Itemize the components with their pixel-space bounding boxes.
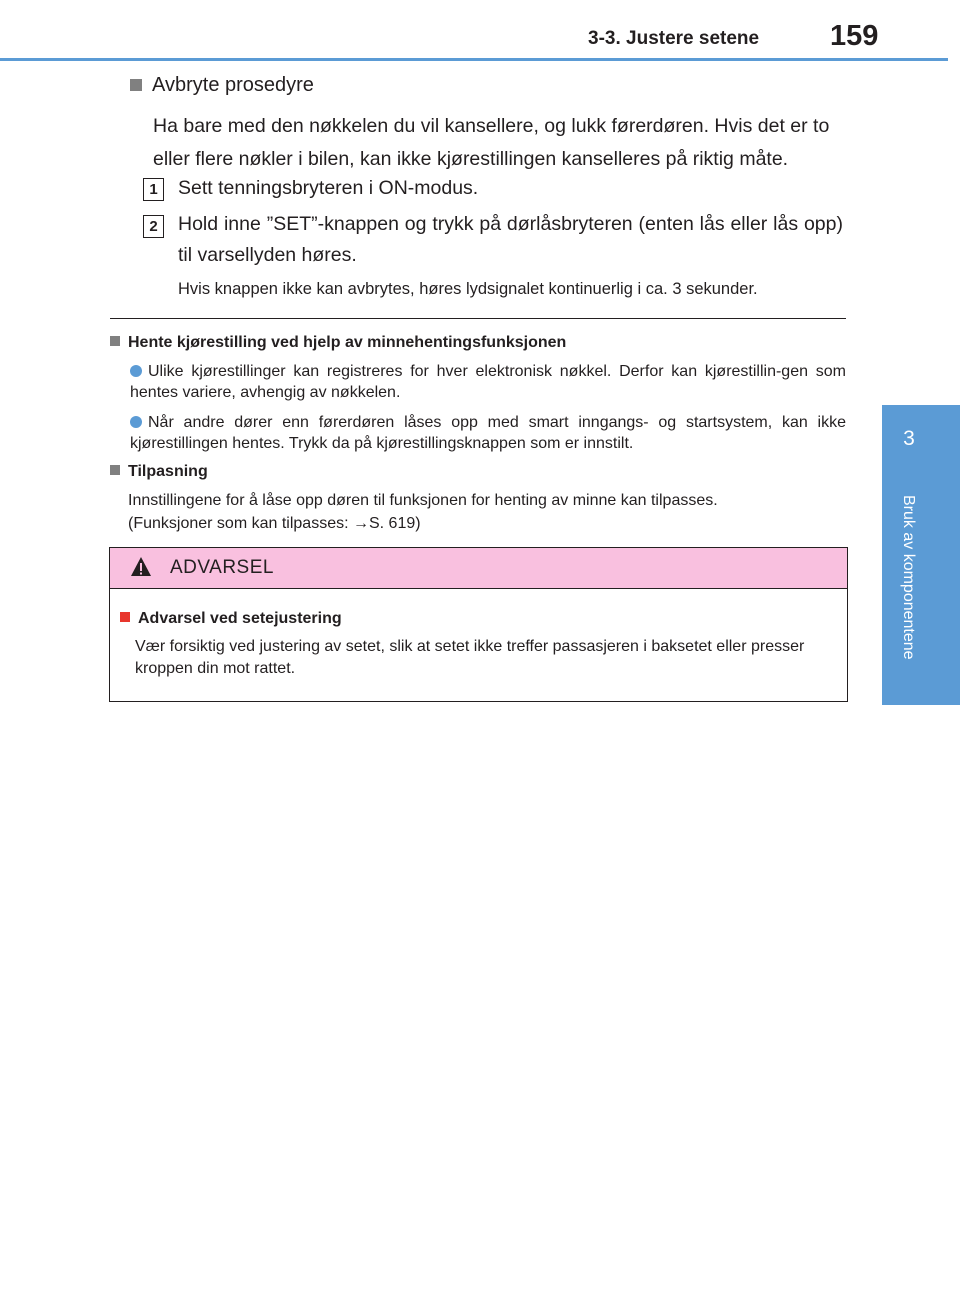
- step-note: Hvis knappen ikke kan avbrytes, høres lydsignalet kontinuerlig i ca. 3 sekunder.: [178, 280, 758, 298]
- square-bullet-icon: [130, 79, 142, 91]
- section-title: 3-3. Justere setene: [588, 28, 760, 49]
- warning-triangle-icon: [130, 556, 152, 578]
- chapter-tab: [882, 405, 960, 705]
- square-bullet-icon: [120, 612, 130, 622]
- section-divider: [110, 318, 846, 319]
- warning-subheading: Advarsel ved setejustering: [120, 610, 342, 628]
- cancel-intro: Ha bare med den nøkkelen du vil kansellere, og lukk førerdøren. Hvis det er to eller flere nøkler i bilen, kan ikke kjørestillingen kanselleres på riktig måte.: [153, 115, 830, 170]
- step-1-badge: 1: [143, 178, 164, 201]
- step-2-badge: 2: [143, 215, 164, 238]
- chapter-label: Bruk av komponentene: [900, 495, 917, 660]
- round-bullet-icon: [130, 416, 142, 428]
- custom-heading: Tilpasning: [110, 463, 208, 481]
- warning-label: ADVARSEL: [170, 557, 274, 578]
- square-bullet-icon: [110, 336, 120, 346]
- warning-box: [109, 547, 848, 702]
- custom-text-line-2: (Funksjoner som kan tilpasses: →S. 619): [128, 515, 421, 532]
- list-item: Ulike kjørestillinger kan registreres for hver elektronisk nøkkel. Derfor kan kjørestillin-gen som hentes variere, avhengig av nøkkelen.: [130, 363, 846, 401]
- chapter-number: 3: [903, 427, 915, 450]
- page-number: 159: [830, 20, 879, 52]
- warning-text: Vær forsiktig ved justering av setet, slik at setet ikke treffer passasjeren i baksetet eller presser kroppen din mot rattet.: [135, 638, 805, 677]
- warning-header: [110, 548, 847, 589]
- square-bullet-icon: [110, 465, 120, 475]
- cancel-heading: Avbryte prosedyre: [130, 74, 314, 97]
- list-item: Når andre dører enn førerdøren låses opp med smart inngangs- og startsystem, kan ikke kjørestillingen hentes. Trykk da på kjørestillingsknappen som er innstilt.: [130, 414, 846, 452]
- step-2-text: Hold inne ”SET”-knappen og trykk på dørlåsbryteren (enten lås eller lås opp) til varsellyden høres.: [178, 213, 843, 266]
- step-1-text: Sett tenningsbryteren i ON-modus.: [178, 177, 479, 199]
- header-rule: [0, 58, 948, 61]
- recall-heading: Hente kjørestilling ved hjelp av minnehentingsfunksjonen: [110, 334, 566, 352]
- custom-text-line-1: Innstillingene for å låse opp døren til funksjonen for henting av minne kan tilpasses.: [128, 492, 718, 509]
- round-bullet-icon: [130, 365, 142, 377]
